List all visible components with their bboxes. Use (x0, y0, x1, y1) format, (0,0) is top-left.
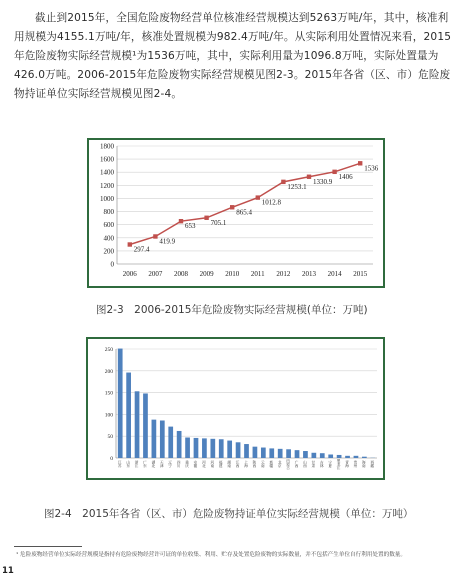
x-tick-label: 江苏 (118, 460, 123, 468)
data-point (153, 234, 157, 238)
body-paragraph: 截止到2015年，全国危险废物经营单位核准经营规模达到5263万吨/年，其中，核准利用规模为4155.1万吨/年，核准处置规模为982.4万吨/年。从实际利用处置情况来看，2015年危险废物实际经营规模¹为1536万吨，其中，实际利用量为1096.8万吨，实际处置量为426.0万吨。2006-2015年危险废物实际经营规模见图2-3。2015年各省（区、市）危险废物持证单位实际经营规模见图2-4。 (14, 12, 452, 100)
x-tick-label: 云南 (261, 460, 266, 468)
x-tick-label: 甘肃 (311, 460, 316, 468)
x-tick-label: 黑龙江 (337, 458, 342, 470)
bar (143, 393, 148, 458)
y-tick-label: 150 (104, 390, 113, 397)
data-label: 1536 (364, 164, 379, 173)
bar (202, 438, 207, 458)
x-tick-label: 福建 (219, 460, 224, 468)
x-tick-label: 湖北 (151, 460, 156, 468)
bar (244, 444, 249, 458)
bar (185, 438, 190, 458)
data-label: 297.4 (133, 245, 150, 254)
bar (253, 447, 258, 458)
series-line (130, 163, 360, 244)
y-tick-label: 50 (107, 434, 113, 441)
data-point (128, 242, 132, 246)
x-tick-label: 北京 (278, 460, 283, 468)
bar (337, 455, 342, 458)
x-tick-label: 青海 (345, 460, 350, 468)
x-tick-label: 2013 (302, 270, 316, 278)
y-tick-label: 600 (103, 221, 114, 230)
page-number: 11 (2, 566, 14, 576)
data-point (307, 175, 311, 179)
data-label: 705.1 (210, 218, 227, 227)
x-tick-label: 浙江 (135, 460, 140, 468)
figure-caption-2-3: 图2-3 2006-2015年危险废物实际经营规模(单位：万吨) (96, 304, 368, 316)
x-tick-label: 2006 (122, 270, 137, 278)
figure-bar-chart (86, 337, 385, 480)
bar (278, 449, 283, 458)
x-tick-label: 内蒙古 (286, 458, 291, 470)
bar (168, 427, 173, 458)
bar (286, 449, 291, 458)
data-label: 1330.9 (313, 177, 333, 186)
y-tick-label: 200 (103, 247, 114, 256)
bar (295, 450, 300, 458)
y-tick-label: 800 (103, 208, 114, 217)
x-tick-label: 2012 (276, 270, 291, 278)
y-tick-label: 1600 (100, 155, 114, 164)
y-tick-label: 400 (103, 234, 114, 243)
figure-caption-2-4: 图2-4 2015年各省（区、市）危险废物持证单位实际经营规模（单位：万吨） (44, 508, 414, 520)
y-tick-label: 250 (104, 347, 113, 353)
x-tick-label: 陕西 (252, 460, 257, 468)
x-tick-label: 2011 (250, 270, 265, 278)
x-tick-label: 河北 (202, 460, 207, 468)
bar (160, 421, 165, 458)
y-tick-label: 1000 (100, 194, 114, 203)
data-label: 419.9 (159, 237, 176, 246)
y-tick-label: 100 (104, 412, 113, 419)
x-tick-label: 河南 (210, 460, 215, 468)
x-tick-label: 2014 (327, 270, 342, 278)
x-tick-label: 广西 (295, 460, 300, 468)
bar (152, 420, 157, 458)
line-chart (89, 140, 383, 286)
x-tick-label: 2007 (148, 270, 163, 278)
y-tick-label: 1200 (100, 181, 114, 190)
bar (126, 373, 131, 458)
bar (269, 448, 274, 458)
bar (303, 451, 308, 458)
data-point (256, 195, 260, 199)
data-label: 1012.8 (261, 198, 282, 207)
data-point (332, 170, 336, 174)
data-label: 1253.1 (287, 182, 307, 191)
x-tick-label: 广东 (143, 460, 148, 468)
bar (328, 455, 333, 458)
x-tick-label: 2010 (225, 270, 240, 278)
footnote-divider (14, 546, 82, 547)
y-tick-label: 0 (110, 456, 113, 462)
footnote: ¹ 危险废物经营单位实际经营规模是指持有危险废物经营许可证的单位收集、利用、贮存及处置危险废物的实际数量，并不包括产生单位自行利用处置的数量。 (16, 552, 406, 558)
y-tick-label: 200 (104, 368, 113, 375)
data-label: 865.4 (236, 208, 252, 217)
bar (236, 442, 241, 458)
bar (194, 438, 199, 458)
x-tick-label: 重庆 (185, 460, 190, 468)
bar (135, 391, 140, 458)
data-point (281, 180, 285, 184)
bar (210, 439, 215, 458)
data-label: 1406 (338, 172, 353, 181)
bar (345, 456, 350, 458)
x-tick-label: 上海 (244, 460, 249, 468)
bar (320, 453, 325, 458)
bar (177, 431, 182, 458)
bar (118, 349, 123, 458)
x-tick-label: 天津 (160, 460, 165, 468)
x-tick-label: 吉林 (320, 460, 325, 468)
x-tick-label: 2015 (353, 270, 368, 278)
data-point (179, 219, 183, 223)
bar (354, 456, 359, 458)
y-tick-label: 0 (110, 260, 114, 269)
data-point (358, 161, 362, 165)
bar (219, 439, 224, 458)
bar (261, 448, 266, 458)
x-tick-label: 贵州 (353, 460, 358, 468)
x-tick-label: 江西 (236, 460, 241, 468)
x-tick-label: 山西 (303, 460, 308, 468)
x-tick-label: 2009 (199, 270, 214, 278)
data-point (204, 216, 208, 220)
y-tick-label: 1800 (100, 142, 114, 151)
x-tick-label: 2008 (174, 270, 188, 278)
x-tick-label: 海南 (362, 460, 367, 468)
figure-line-chart (87, 138, 385, 288)
y-tick-label: 1400 (100, 168, 114, 177)
data-label: 653 (185, 222, 196, 231)
x-tick-label: 新疆 (269, 460, 274, 468)
x-tick-label: 湖南 (227, 460, 232, 468)
x-tick-label: 宁夏 (328, 460, 333, 468)
x-tick-label: 西藏 (370, 460, 375, 468)
bar (227, 441, 232, 458)
x-tick-label: 四川 (177, 460, 182, 468)
bar (362, 457, 367, 458)
bar-chart (88, 339, 383, 478)
x-tick-label: 安徽 (193, 460, 198, 468)
x-tick-label: 辽宁 (168, 460, 173, 468)
data-point (230, 205, 234, 209)
bar (311, 453, 316, 458)
x-tick-label: 山东 (126, 460, 131, 468)
